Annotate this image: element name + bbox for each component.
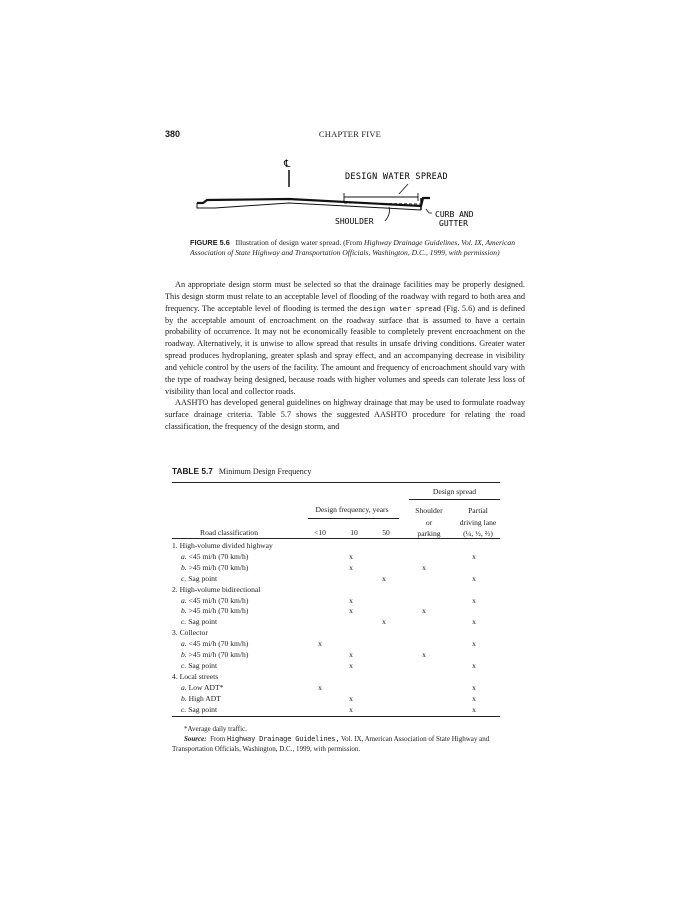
cell-c4 bbox=[400, 574, 448, 585]
row-label-text: 3. Collector bbox=[172, 628, 208, 638]
row-letter: a. bbox=[181, 639, 187, 649]
spread-label: DESIGN WATER SPREAD bbox=[345, 172, 448, 182]
cell-c5 bbox=[448, 672, 500, 683]
body-text bbox=[165, 279, 525, 433]
curb-label-line1: CURB AND bbox=[435, 210, 474, 219]
cell-c4 bbox=[400, 661, 448, 672]
cell-c4 bbox=[400, 628, 448, 639]
figure-caption bbox=[190, 238, 515, 259]
cell-c4 bbox=[400, 694, 448, 705]
row-label-text: <45 mi/h (70 km/h) bbox=[188, 551, 249, 561]
cell-c3 bbox=[368, 672, 400, 683]
row-label bbox=[172, 639, 306, 650]
cell-c2 bbox=[334, 585, 368, 596]
source-title: Highway Drainage Guidelines, bbox=[226, 735, 340, 743]
cell-c5: x bbox=[472, 551, 476, 561]
row-label-text: Sag point bbox=[188, 660, 218, 670]
figure-caption-source-open: (From bbox=[343, 238, 363, 247]
cell-c1: x bbox=[318, 639, 322, 649]
cell-c1: x bbox=[318, 682, 322, 692]
cell-c1 bbox=[306, 694, 334, 705]
running-head: CHAPTER FIVE bbox=[318, 129, 382, 139]
row-label-text: High ADT bbox=[188, 693, 221, 703]
cell-c4 bbox=[400, 639, 448, 650]
row-label-text: 4. Local streets bbox=[172, 671, 219, 681]
table-bottom-rule bbox=[172, 716, 500, 717]
cell-c4 bbox=[400, 683, 448, 694]
cell-c2 bbox=[334, 672, 368, 683]
cell-c2: x bbox=[349, 650, 353, 660]
row-label-text: >45 mi/h (70 km/h) bbox=[188, 650, 249, 660]
paragraph-2: AASHTO has developed general guidelines on highway drainage that may be used to formulate roadway surface drainage criteria. Table 5.7 shows the suggested AASHTO procedure for relating the road classification, the frequency of the design storm, and bbox=[165, 398, 525, 432]
row-label bbox=[172, 628, 306, 639]
cell-c1 bbox=[306, 574, 334, 585]
spread-pointer bbox=[399, 184, 408, 194]
source-from: From bbox=[210, 735, 226, 743]
table-header bbox=[172, 487, 500, 537]
row-label-text: 2. High-volume bidirectional bbox=[172, 584, 261, 594]
table-row bbox=[172, 650, 500, 661]
row-letter: c. bbox=[181, 704, 187, 714]
row-letter: b. bbox=[181, 562, 187, 572]
cell-c1 bbox=[306, 650, 334, 661]
row-letter: c. bbox=[181, 573, 187, 583]
term-design-water-spread: design water spread bbox=[360, 303, 441, 313]
row-label bbox=[172, 606, 306, 617]
row-label-text: <45 mi/h (70 km/h) bbox=[188, 639, 249, 649]
header-partial-line1: Partial bbox=[468, 506, 488, 515]
table-title: Minimum Design Frequency bbox=[218, 467, 312, 476]
table-caption bbox=[172, 466, 311, 476]
row-letter: b. bbox=[181, 693, 187, 703]
cell-c2: x bbox=[349, 704, 353, 714]
cell-c3 bbox=[368, 705, 400, 716]
cell-c4: x bbox=[422, 650, 426, 660]
figure-caption-source-title: Highway Drainage Guidelines bbox=[364, 238, 458, 247]
table-row bbox=[172, 606, 500, 617]
cell-c2 bbox=[334, 574, 368, 585]
header-shoulder-line2: or bbox=[425, 517, 433, 527]
cell-c3 bbox=[368, 563, 400, 574]
cell-c3 bbox=[368, 694, 400, 705]
cell-c2 bbox=[334, 683, 368, 694]
row-label bbox=[172, 541, 306, 552]
water-spread-diagram bbox=[185, 150, 505, 232]
row-letter: c. bbox=[181, 617, 187, 627]
design-frequency-table bbox=[172, 541, 500, 716]
row-label-text: Low ADT* bbox=[188, 682, 224, 692]
row-label bbox=[172, 661, 306, 672]
header-col-50: 50 bbox=[382, 528, 390, 537]
table-row bbox=[172, 683, 500, 694]
cell-c4 bbox=[400, 596, 448, 607]
source-label: Source: bbox=[184, 735, 207, 743]
cell-c5: x bbox=[472, 595, 476, 605]
header-design-frequency: Design frequency, years bbox=[315, 505, 389, 514]
table-footnotes bbox=[172, 724, 502, 754]
cell-c4 bbox=[400, 617, 448, 628]
row-label-text: <45 mi/h (70 km/h) bbox=[188, 595, 249, 605]
cell-c3 bbox=[368, 650, 400, 661]
figure-label: FIGURE 5.6 bbox=[190, 238, 230, 247]
header-partial-line2: driving lane bbox=[459, 517, 497, 527]
header-design-spread: Design spread bbox=[432, 487, 477, 496]
row-label bbox=[172, 694, 306, 705]
cell-c3 bbox=[368, 639, 400, 650]
table-row bbox=[172, 574, 500, 585]
table-body bbox=[172, 541, 500, 716]
centerline-symbol: ℄ bbox=[284, 159, 291, 170]
cell-c1 bbox=[306, 552, 334, 563]
cell-c2 bbox=[334, 541, 368, 552]
row-label-text: Sag point bbox=[188, 617, 218, 627]
cell-c3 bbox=[368, 606, 400, 617]
row-label bbox=[172, 574, 306, 585]
paragraph-1 bbox=[165, 279, 525, 397]
table-label: TABLE 5.7 bbox=[172, 466, 213, 476]
table-source bbox=[172, 735, 502, 754]
cell-c5: x bbox=[472, 682, 476, 692]
cell-c3 bbox=[368, 552, 400, 563]
row-label-text: >45 mi/h (70 km/h) bbox=[188, 606, 249, 616]
paragraph-1-rest: (Fig. 5.6) and is defined by the acceptable amount of encroachment on the roadway surface that is assumed to have a certain probability of occurrence. It may not be economically feasible to completely prevent encroachment on the roadway. Alternatively, it is unwise to allow spread that results in unsafe driving conditions. Greater water spread produces hydroplaning, greater splash and spray effect, and an accompanying decrease in visibility and vehicle control by the users of the facility. The amount and frequency of encroachment should vary with the type of roadway being designed, because roads with higher volumes and speeds can tolerate less loss of visibility than local and collector roads. bbox=[165, 303, 526, 396]
cell-c2: x bbox=[349, 660, 353, 670]
row-letter: a. bbox=[181, 551, 187, 561]
header-partial-lane bbox=[450, 505, 506, 540]
cell-c1 bbox=[306, 628, 334, 639]
cell-c3 bbox=[368, 541, 400, 552]
row-letter: b. bbox=[181, 606, 187, 616]
cell-c5 bbox=[448, 541, 500, 552]
header-shoulder bbox=[406, 505, 452, 540]
shoulder-label: SHOULDER bbox=[335, 217, 374, 226]
cell-c5 bbox=[448, 606, 500, 617]
header-shoulder-line3: parking bbox=[417, 529, 441, 538]
cell-c4 bbox=[400, 672, 448, 683]
cell-c5 bbox=[448, 628, 500, 639]
paragraph-1-lead: An appropriate design storm must be selected so that the drainage facilities may be properly designed. This design storm must relate to an acceptable level of flooding of the roadway with regard to both area and frequency. The acceptable level of flooding is termed the bbox=[165, 280, 525, 313]
table-row bbox=[172, 563, 500, 574]
cell-c5: x bbox=[472, 660, 476, 670]
cell-c1 bbox=[306, 617, 334, 628]
row-label bbox=[172, 672, 306, 683]
table-row bbox=[172, 617, 500, 628]
table-row bbox=[172, 705, 500, 716]
header-shoulder-line1: Shoulder bbox=[415, 506, 443, 515]
cell-c4: x bbox=[422, 562, 426, 572]
curb-pointer bbox=[426, 209, 432, 213]
source-rest: Vol. IX, American Association of State Highway and Transportation Officials, Washington, D.C., 1999, with permission. bbox=[172, 735, 490, 753]
page-number: 380 bbox=[165, 129, 181, 139]
cell-c1 bbox=[306, 672, 334, 683]
table-row bbox=[172, 596, 500, 607]
cell-c4 bbox=[400, 585, 448, 596]
cell-c4 bbox=[400, 552, 448, 563]
roadway-profile bbox=[197, 198, 430, 206]
row-label bbox=[172, 563, 306, 574]
row-label-text: >45 mi/h (70 km/h) bbox=[188, 562, 249, 572]
cell-c5 bbox=[448, 585, 500, 596]
row-letter: a. bbox=[181, 682, 187, 692]
table-group-row bbox=[172, 541, 500, 552]
table-row bbox=[172, 639, 500, 650]
cell-c3 bbox=[368, 585, 400, 596]
table-row bbox=[172, 694, 500, 705]
row-label bbox=[172, 617, 306, 628]
cell-c3: x bbox=[382, 573, 386, 583]
table-group-row bbox=[172, 585, 500, 596]
shoulder-pointer bbox=[385, 207, 390, 221]
cell-c1 bbox=[306, 585, 334, 596]
table-group-row bbox=[172, 628, 500, 639]
row-label bbox=[172, 650, 306, 661]
cell-c1 bbox=[306, 661, 334, 672]
cell-c5: x bbox=[472, 704, 476, 714]
cell-c1 bbox=[306, 705, 334, 716]
row-label bbox=[172, 552, 306, 563]
cell-c3: x bbox=[382, 617, 386, 627]
cell-c4 bbox=[400, 541, 448, 552]
footnote-adt: *Average daily traffic. bbox=[184, 725, 247, 733]
cell-c2: x bbox=[349, 595, 353, 605]
cell-c5 bbox=[448, 563, 500, 574]
row-label bbox=[172, 705, 306, 716]
cell-c3 bbox=[368, 661, 400, 672]
cell-c5 bbox=[448, 650, 500, 661]
cell-c5: x bbox=[472, 639, 476, 649]
cell-c3 bbox=[368, 628, 400, 639]
cell-c2 bbox=[334, 617, 368, 628]
figure-caption-text: Illustration of design water spread. bbox=[235, 238, 342, 247]
row-label bbox=[172, 683, 306, 694]
header-road-classification: Road classification bbox=[200, 528, 258, 537]
cell-c1 bbox=[306, 563, 334, 574]
cell-c4 bbox=[400, 705, 448, 716]
table-row bbox=[172, 552, 500, 563]
table-group-row bbox=[172, 672, 500, 683]
row-label-text: Sag point bbox=[188, 704, 218, 714]
row-letter: a. bbox=[181, 595, 187, 605]
curb-label-line2: GUTTER bbox=[439, 219, 468, 228]
cell-c2: x bbox=[349, 551, 353, 561]
cell-c1 bbox=[306, 596, 334, 607]
cell-c5: x bbox=[472, 573, 476, 583]
cell-c5: x bbox=[472, 693, 476, 703]
cell-c2: x bbox=[349, 693, 353, 703]
table-top-rule bbox=[172, 482, 500, 483]
row-letter: c. bbox=[181, 660, 187, 670]
row-label-text: 1. High-volume divided highway bbox=[172, 541, 273, 550]
row-label bbox=[172, 585, 306, 596]
cell-c2: x bbox=[349, 606, 353, 616]
header-col-lt10: <10 bbox=[314, 528, 326, 537]
row-label-text: Sag point bbox=[188, 573, 218, 583]
row-label bbox=[172, 596, 306, 607]
figure-caption-source-rest: , Vol. IX, American Association of State Highway and Transportation Officials, Washington, D.C., 1999, with permission) bbox=[190, 238, 515, 258]
header-col-10: 10 bbox=[350, 528, 358, 537]
cell-c1 bbox=[306, 606, 334, 617]
header-partial-line3: (¼, ½, ⅔) bbox=[463, 529, 493, 538]
cell-c2: x bbox=[349, 562, 353, 572]
cell-c5: x bbox=[472, 617, 476, 627]
cell-c3 bbox=[368, 683, 400, 694]
cell-c2 bbox=[334, 639, 368, 650]
cell-c2 bbox=[334, 628, 368, 639]
cell-c4: x bbox=[422, 606, 426, 616]
cell-c1 bbox=[306, 541, 334, 552]
cell-c3 bbox=[368, 596, 400, 607]
row-letter: b. bbox=[181, 650, 187, 660]
table-row bbox=[172, 661, 500, 672]
